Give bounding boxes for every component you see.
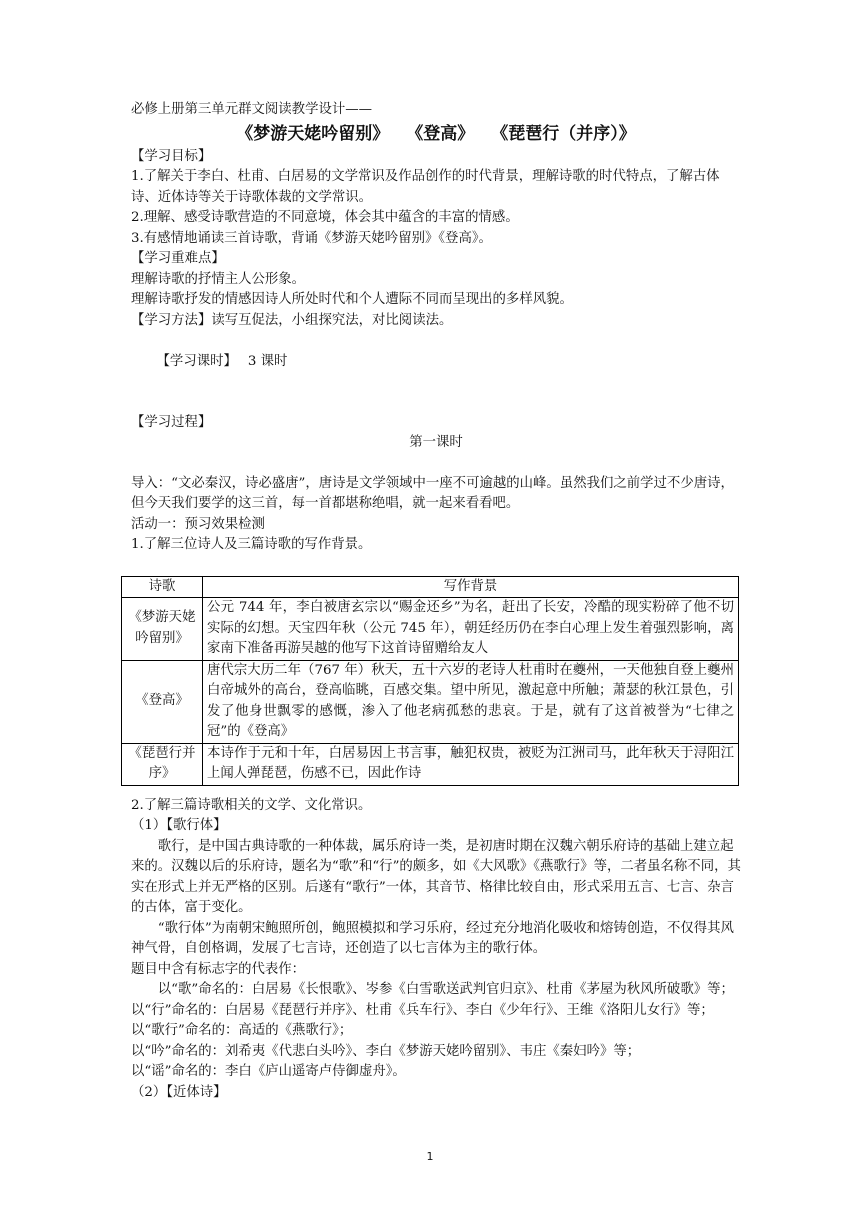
table-cell-background: 公元 744 年，李白被唐玄宗以“赐金还乡”为名，赶出了长安，冷酷的现实粉碎了他不切实际的幻想。天宝四年秋（公元 745 年），朝廷经历仍在李白心理上发生着强烈影响，离家南下准备再游吴越的他写下这首诗留赠给友人 [203, 598, 739, 661]
example-ge: 以“歌”命名的：白居易《长恨歌》、岑参《白雪歌送武判官归京》、杜甫《茅屋为秋风所破歌》等； [157, 982, 734, 997]
section-2-heading: 2.了解三篇诗歌相关的文学、文化常识。 [131, 797, 372, 813]
subsection-2-heading: （2）【近体诗】 [131, 1084, 227, 1100]
example-xing: 以“行”命名的：白居易《琵琶行并序》、杜甫《兵车行》、李白《少年行》、王维《洛阳儿女行》等； [131, 1002, 714, 1018]
table-cell-background: 唐代宗大历二年（767 年）秋天，五十六岁的老诗人杜甫时在夔州，一天他独自登上夔州白帝城外的高台，登高临眺，百感交集。望中所见，激起意中所触；萧瑟的秋江景色，引发了他身世飘零的感慨，渗入了他老病孤愁的悲哀。于是，就有了这首被誉为“七律之冠”的《登高》 [203, 660, 739, 743]
gexing-paragraph-2: “歌行体”为南朝宋鲍照所创，鲍照模拟和学习乐府，经过充分地消化吸收和熔铸创造，不仅得其风神气骨，自创格调，发展了七言诗，还创造了以七言体为主的歌行体。 [131, 920, 734, 956]
goal-item-3: 3.有感情地诵读三首诗歌，背诵《梦游天姥吟留别》《登高》。 [131, 230, 492, 246]
intro-paragraph: 导入：“文必秦汉，诗必盛唐”，唐诗是文学领域中一座不可逾越的山峰。虽然我们之前学过不少唐诗，但今天我们要学的这三首，每一首都堪称绝唱，就一起来看看吧。 [131, 475, 734, 511]
method-heading: 【学习方法】 [131, 312, 212, 328]
task-1: 1.了解三位诗人及三篇诗歌的写作背景。 [131, 537, 372, 552]
example-yao: 以“谣”命名的：李白《庐山遥寄卢侍御虚舟》。 [131, 1064, 406, 1079]
process-heading: 【学习过程】 [131, 414, 212, 430]
goal-item-2: 2.理解、感受诗歌营造的不同意境，体会其中蕴含的丰富的情感。 [131, 210, 519, 225]
examples-heading: 题目中含有标志字的代表作： [131, 961, 306, 977]
subsection-1-heading: （1）【歌行体】 [131, 818, 227, 833]
table-cell-poem: 《梦游天姥吟留别》 [122, 598, 203, 661]
background-table [121, 576, 739, 786]
table-row [122, 660, 739, 743]
page-number: 1 [426, 1150, 434, 1163]
table-header-background: 写作背景 [203, 576, 739, 598]
hours-heading: 【学习课时】 [156, 353, 231, 369]
key-points-heading: 【学习重难点】 [131, 251, 225, 266]
document-title: 《梦游天姥吟留别》 《登高》 《琵琶行（并序）》 [236, 123, 636, 144]
table-cell-background: 本诗作于元和十年，白居易因上书言事，触犯权贵，被贬为江洲司马，此年秋天于浔阳江上闻人弹琵琶，伤感不已，因此作诗 [203, 743, 739, 785]
table-cell-poem: 《登高》 [122, 660, 203, 743]
session-title: 第一课时 [409, 435, 463, 450]
document-subtitle: 必修上册第三单元群文阅读教学设计—— [131, 102, 373, 117]
table-row [122, 743, 739, 785]
table-row [122, 598, 739, 661]
key-point-1: 理解诗歌的抒情主人公形象。 [131, 271, 306, 287]
goals-heading: 【学习目标】 [131, 148, 212, 164]
method-line [131, 311, 741, 332]
gexing-paragraph-1: 歌行，是中国古典诗歌的一种体裁，属乐府诗一类，是初唐时期在汉魏六朝乐府诗的基础上建立起来的。汉魏以后的乐府诗，题名为“歌”和“行”的颇多，如《大风歌》《燕歌行》等，二者虽名称不同，其实在形式上并无严格的区别。后遂有“歌行”一体，其音节、格律比较自由，形式采用五言、七言、杂言的古体，富于变化。 [131, 838, 741, 915]
table-header-row [122, 576, 739, 598]
hours-text: 3 课时 [230, 353, 288, 369]
example-gexing: 以“歌行”命名的：高适的《燕歌行》； [131, 1023, 353, 1038]
document-body [128, 100, 741, 1103]
spacer [131, 393, 741, 413]
spacer [131, 454, 741, 474]
hours-line [131, 331, 741, 393]
table-header-poem: 诗歌 [122, 576, 203, 598]
example-yin: 以“吟”命名的：刘希夷《代悲白头吟》、李白《梦游天姥吟留别》、韦庄《秦妇吟》等； [131, 1043, 641, 1059]
key-point-2: 理解诗歌抒发的情感因诗人所处时代和个人遭际不同而呈现出的多样风貌。 [131, 292, 573, 307]
table-cell-poem: 《琵琶行并序》 [122, 743, 203, 785]
method-text: 读写互促法，小组探究法，对比阅读法。 [211, 312, 453, 328]
activity-heading: 活动一：预习效果检测 [131, 516, 265, 532]
goal-item-1: 1.了解关于李白、杜甫、白居易的文学常识及作品创作的时代背景，理解诗歌的时代特点，了解古体诗、近体诗等关于诗歌体裁的文学常识。 [131, 169, 720, 205]
